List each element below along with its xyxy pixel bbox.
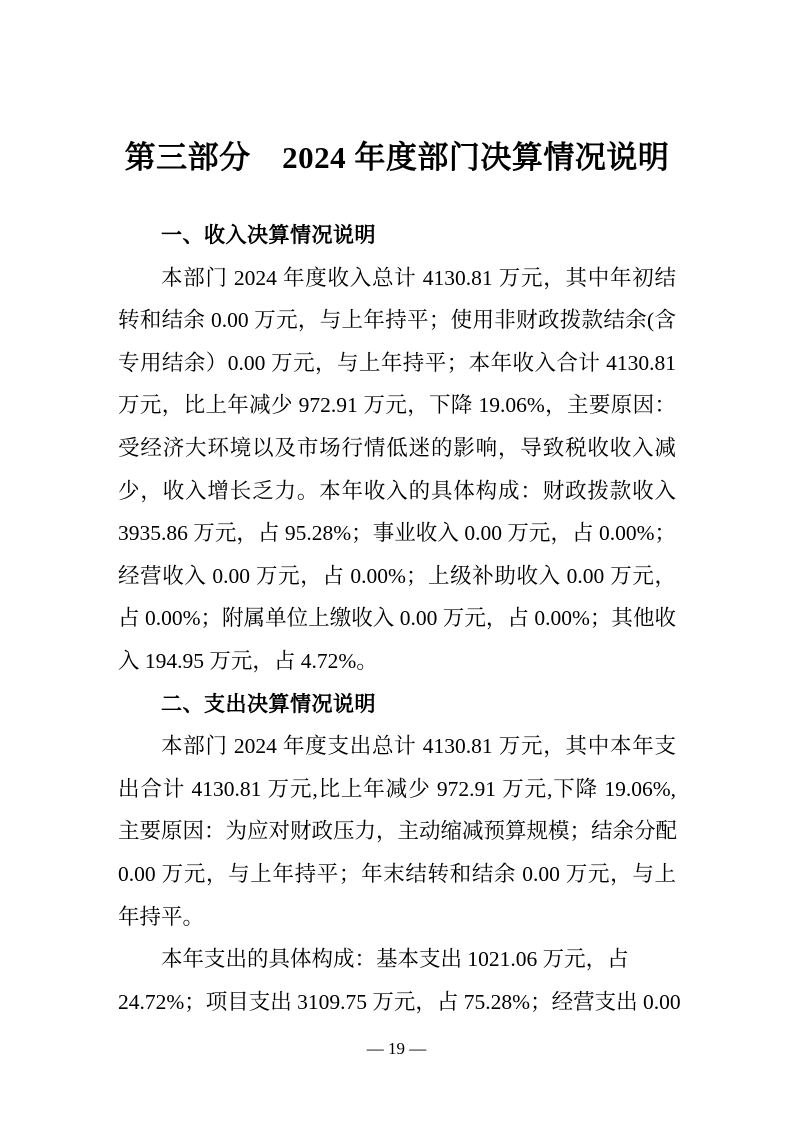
expenditure-paragraph-1 bbox=[118, 725, 676, 938]
paragraph-line: 专用结余）0.00 万元，与上年持平；本年收入合计 4130.81 bbox=[118, 350, 676, 375]
page-content bbox=[118, 140, 681, 1023]
paragraph-line: 少，收入增长乏力。本年收入的具体构成：财政拨款收入 bbox=[118, 478, 676, 503]
paragraph-line: 出合计 4130.81 万元,比上年减少 972.91 万元,下降 19.06%, bbox=[118, 776, 676, 801]
paragraph-line: 24.72%；项目支出 3109.75 万元，占 75.28%；经营支出 0.00 bbox=[118, 989, 681, 1014]
page-number: — 19 — bbox=[366, 1039, 427, 1058]
paragraph-line: 本部门 2024 年度收入总计 4130.81 万元，其中年初结 bbox=[161, 265, 676, 290]
paragraph-line: 受经济大环境以及市场行情低迷的影响，导致税收收入减 bbox=[118, 435, 676, 460]
paragraph-line: 本年支出的具体构成：基本支出 1021.06 万元，占 bbox=[161, 947, 629, 972]
section-income bbox=[118, 214, 676, 683]
paragraph-line: 万元，比上年减少 972.91 万元，下降 19.06%，主要原因： bbox=[118, 393, 676, 418]
section-income-heading: 一、收入决算情况说明 bbox=[161, 223, 376, 247]
paragraph-line: 年持平。 bbox=[118, 904, 205, 929]
paragraph-line: 主要原因：为应对财政压力，主动缩减预算规模；结余分配 bbox=[118, 819, 678, 844]
expenditure-paragraph-2 bbox=[118, 938, 681, 1023]
paragraph-line: 本部门 2024 年度支出总计 4130.81 万元，其中本年支 bbox=[161, 734, 676, 759]
section-expenditure bbox=[118, 683, 681, 1024]
paragraph-line: 占 0.00%；附属单位上缴收入 0.00 万元，占 0.00%；其他收 bbox=[118, 606, 676, 631]
paragraph-line: 转和结余 0.00 万元，与上年持平；使用非财政拨款结余(含 bbox=[118, 308, 676, 333]
income-paragraph bbox=[118, 257, 676, 683]
document-title: 第三部分 2024 年度部门决算情况说明 bbox=[124, 140, 670, 175]
page-footer bbox=[0, 1038, 793, 1060]
paragraph-line: 经营收入 0.00 万元，占 0.00%；上级补助收入 0.00 万元， bbox=[118, 563, 676, 588]
paragraph-line: 0.00 万元，与上年持平；年末结转和结余 0.00 万元，与上 bbox=[118, 861, 676, 886]
paragraph-line: 3935.86 万元，占 95.28%；事业收入 0.00 万元，占 0.00%； bbox=[118, 521, 676, 546]
section-expenditure-heading: 二、支出决算情况说明 bbox=[161, 691, 376, 716]
paragraph-line: 入 194.95 万元，占 4.72%。 bbox=[118, 648, 378, 673]
